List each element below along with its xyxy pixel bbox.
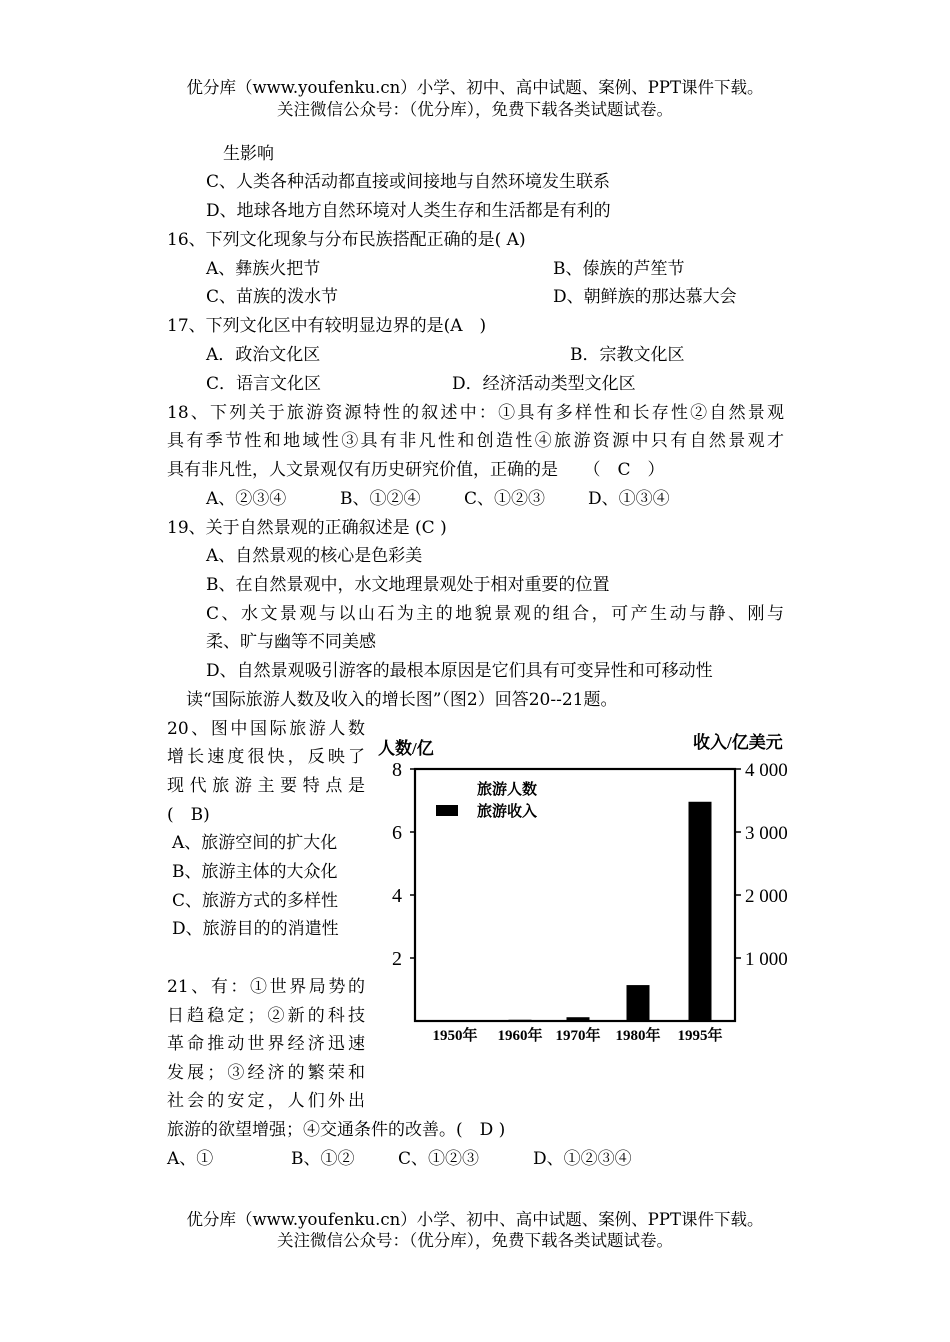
q19-option-c-line-2: 柔、旷与幽等不同美感 <box>206 632 376 652</box>
q19-option-a: A、自然景观的核心是色彩美 <box>206 546 423 566</box>
q20-option-d: D、旅游目的的消遣性 <box>172 919 339 939</box>
q18-line-1: 18、下列关于旅游资源特性的叙述中：①具有多样性和长存性②自然景观 <box>167 403 784 423</box>
q17-option-d: D．经济活动类型文化区 <box>452 374 636 394</box>
footer-line-2: 关注微信公众号：（优分库），免费下载各类试题试卷。 <box>277 1231 673 1250</box>
q20-line-2: 增长速度很快，反映了 <box>167 747 365 767</box>
q21-option-a: A、① <box>167 1149 214 1169</box>
x-tick-label: 1950年 <box>432 1028 478 1044</box>
y-right-tick-label: 1 000 <box>745 949 788 970</box>
q21-option-d: D、①②③④ <box>533 1149 632 1169</box>
q15-option-c: C、人类各种活动都直接或间接地与自然环境发生联系 <box>206 172 611 192</box>
q21-line-1: 21、有：①世界局势的 <box>167 977 365 997</box>
x-tick-label: 1970年 <box>555 1028 601 1044</box>
legend-visitors-label: 旅游人数 <box>477 782 538 798</box>
q20-option-c: C、旅游方式的多样性 <box>172 891 339 911</box>
footer-line-1: 优分库（www.youfenku.cn）小学、初中、高中试题、案例、PPT课件下载。 <box>186 1210 764 1229</box>
q21-line-2: 日趋稳定；②新的科技 <box>167 1006 365 1026</box>
bar-income-1980年 <box>627 985 650 1021</box>
q21-option-b: B、①② <box>291 1149 355 1169</box>
q15-continuation: 生影响 <box>223 144 274 164</box>
legend-income-label: 旅游收入 <box>477 804 538 820</box>
q21-line-5: 社会的安定，人们外出 <box>167 1091 365 1111</box>
q18-line-3: 具有非凡性，人文景观仅有历史研究价值，正确的是 （ C ） <box>167 460 665 480</box>
q21-line-3: 革命推动世界经济迅速 <box>167 1034 365 1054</box>
q17-stem: 17、下列文化区中有较明显边界的是(A ) <box>167 316 487 336</box>
q17-option-c: C．语言文化区 <box>206 374 322 394</box>
q20-option-b: B、旅游主体的大众化 <box>172 862 338 882</box>
y-left-label: 人数/亿 <box>378 739 434 758</box>
q20-option-a: A、旅游空间的扩大化 <box>172 833 338 853</box>
y-left-tick-label: 4 <box>392 885 402 907</box>
y-left-tick-label: 8 <box>392 759 402 781</box>
q19-option-c-line-1: C、水文景观与以山石为主的地貌景观的组合，可产生动与静、刚与 <box>206 604 784 624</box>
tourism-growth-chart <box>370 727 800 1047</box>
q19-option-d: D、自然景观吸引游客的最根本原因是它们具有可变异性和可移动性 <box>206 661 713 681</box>
q19-stem: 19、关于自然景观的正确叙述是 (C ) <box>167 518 447 538</box>
legend-income-swatch <box>436 805 458 816</box>
y-right-tick-label: 4 000 <box>745 760 788 781</box>
q15-option-d: D、地球各地方自然环境对人类生存和生活都是有利的 <box>206 201 611 221</box>
q19-option-b: B、在自然景观中，水文地理景观处于相对重要的位置 <box>206 575 610 595</box>
chart-intro: 读“国际旅游人数及收入的增长图”（图2）回答20--21题。 <box>186 690 618 710</box>
q20-line-4: ( B) <box>167 805 210 825</box>
y-right-tick-label: 2 000 <box>745 886 788 907</box>
plot-frame <box>415 769 735 1021</box>
y-right-label: 收入/亿美元 <box>693 733 783 752</box>
q17-option-b: B．宗教文化区 <box>570 345 685 365</box>
q18-option-c: C、①②③ <box>464 489 546 509</box>
header-line-2: 关注微信公众号：（优分库），免费下载各类试题试卷。 <box>277 100 673 119</box>
q20-line-3: 现代旅游主要特点是 <box>167 776 365 796</box>
x-tick-label: 1960年 <box>497 1028 543 1044</box>
q16-option-b: B、傣族的芦笙节 <box>553 259 685 279</box>
y-left-tick-label: 2 <box>392 948 402 970</box>
bar-income-1960年 <box>509 1020 532 1021</box>
q18-option-a: A、②③④ <box>206 489 287 509</box>
y-right-tick-label: 3 000 <box>745 823 788 844</box>
q21-option-c: C、①②③ <box>398 1149 480 1169</box>
q18-line-2: 具有季节性和地域性③具有非凡性和创造性④旅游资源中只有自然景观才 <box>167 431 784 451</box>
q16-option-d: D、朝鲜族的那达慕大会 <box>553 287 737 307</box>
header-line-1: 优分库（www.youfenku.cn）小学、初中、高中试题、案例、PPT课件下载。 <box>186 78 764 97</box>
bar-income-1995年 <box>689 802 712 1021</box>
q16-stem: 16、下列文化现象与分布民族搭配正确的是( A) <box>167 230 526 250</box>
x-tick-label: 1995年 <box>677 1028 723 1044</box>
q18-option-d: D、①③④ <box>588 489 670 509</box>
q18-option-b: B、①②④ <box>340 489 421 509</box>
x-tick-label: 1980年 <box>615 1028 661 1044</box>
q17-option-a: A．政治文化区 <box>206 345 321 365</box>
q20-line-1: 20、图中国际旅游人数 <box>167 719 365 739</box>
y-left-tick-label: 6 <box>392 822 402 844</box>
q16-option-c: C、苗族的泼水节 <box>206 287 339 307</box>
q21-line-6: 旅游的欲望增强；④交通条件的改善。( D ) <box>167 1120 506 1140</box>
bar-income-1970年 <box>567 1017 590 1021</box>
q21-line-4: 发展；③经济的繁荣和 <box>167 1063 365 1083</box>
q16-option-a: A、彝族火把节 <box>206 259 321 279</box>
